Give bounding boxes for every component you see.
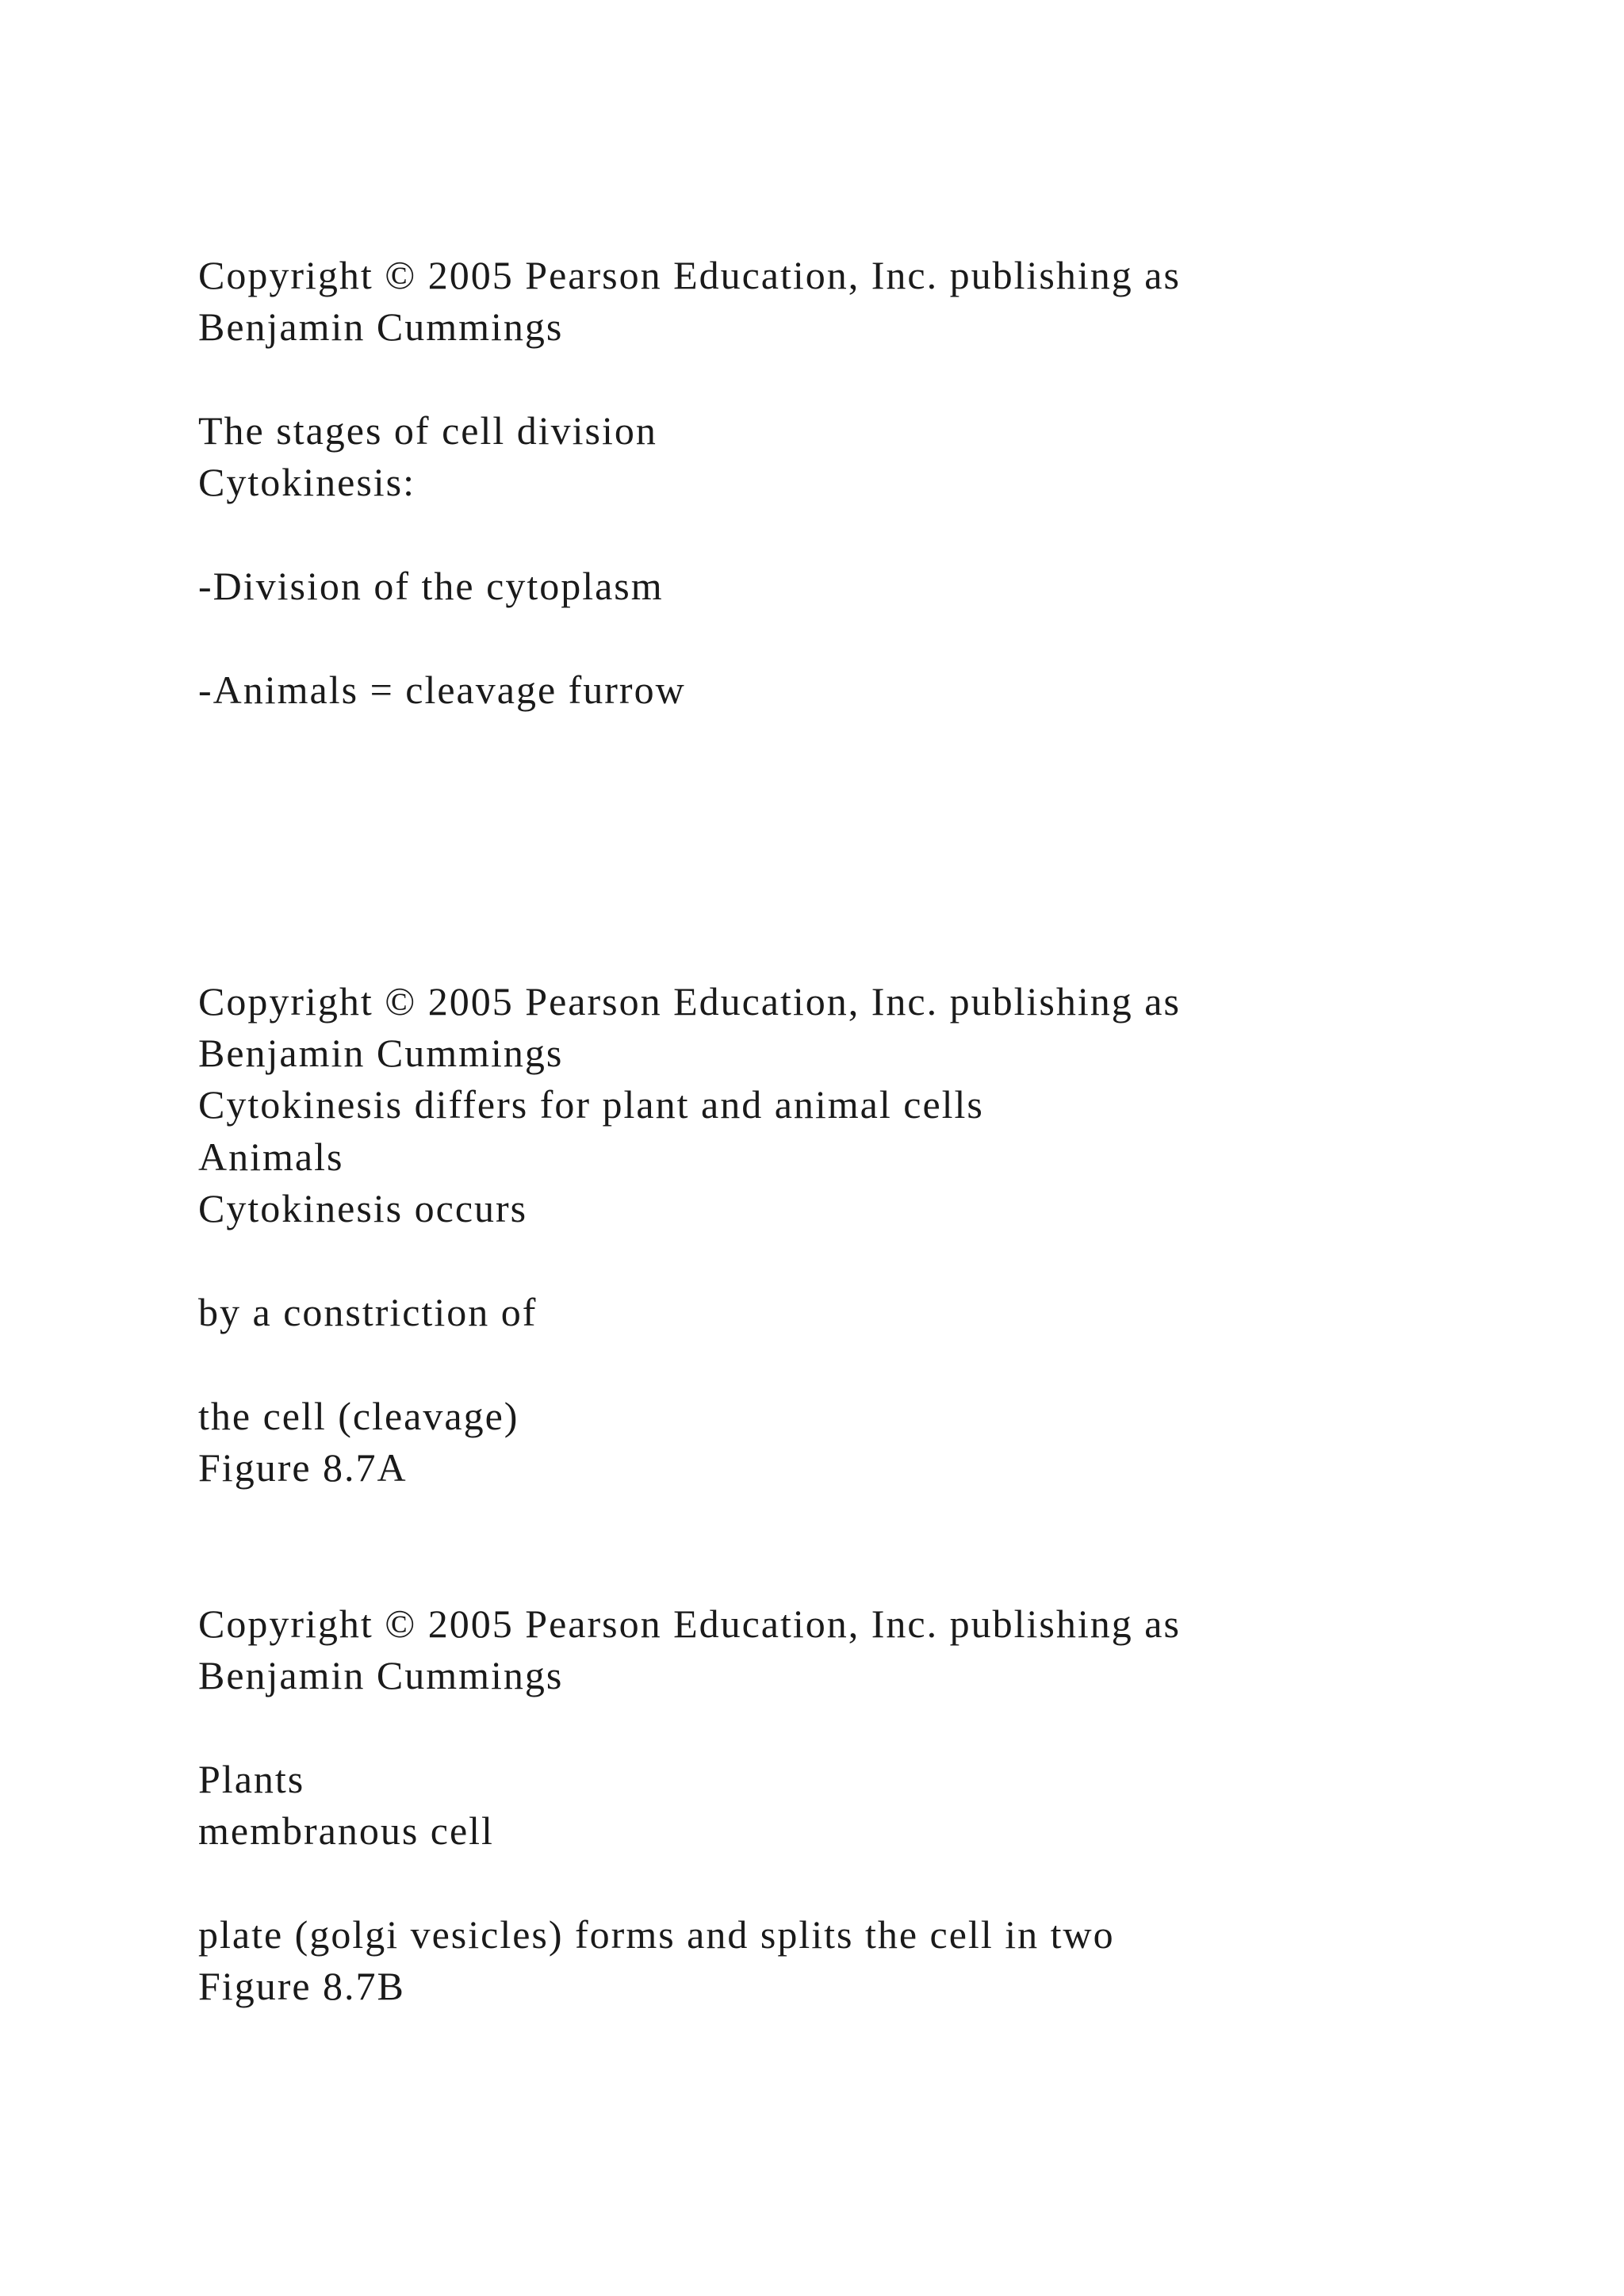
text-line: Cytokinesis occurs [198,1186,528,1230]
text-line: plate (golgi vesicles) forms and splits the cell in two [198,1912,1115,1957]
text-line: membranous cell [198,1808,494,1853]
figure-label: Figure 8.7B [198,1964,405,2008]
copyright-line: Copyright © 2005 Pearson Education, Inc. publishing as [198,979,1181,1024]
copyright-line: Copyright © 2005 Pearson Education, Inc. publishing as [198,1601,1181,1646]
text-line: by a constriction of [198,1290,538,1334]
copyright-line: Benjamin Cummings [198,1031,564,1075]
copyright-line: Benjamin Cummings [198,304,564,349]
text-line: the cell (cleavage) [198,1394,519,1438]
copyright-line: Benjamin Cummings [198,1653,564,1697]
text-line: Plants [198,1757,305,1801]
text-line: Cytokinesis: [198,460,416,504]
slide-title: Cytokinesis differs for plant and animal cells [198,1082,984,1127]
text-line: -Division of the cytoplasm [198,564,664,608]
figure-label: Figure 8.7A [198,1445,408,1490]
slide-title: The stages of cell division [198,408,657,453]
text-line: Animals [198,1135,344,1179]
text-line: -Animals = cleavage furrow [198,668,686,712]
copyright-line: Copyright © 2005 Pearson Education, Inc. publishing as [198,253,1181,297]
